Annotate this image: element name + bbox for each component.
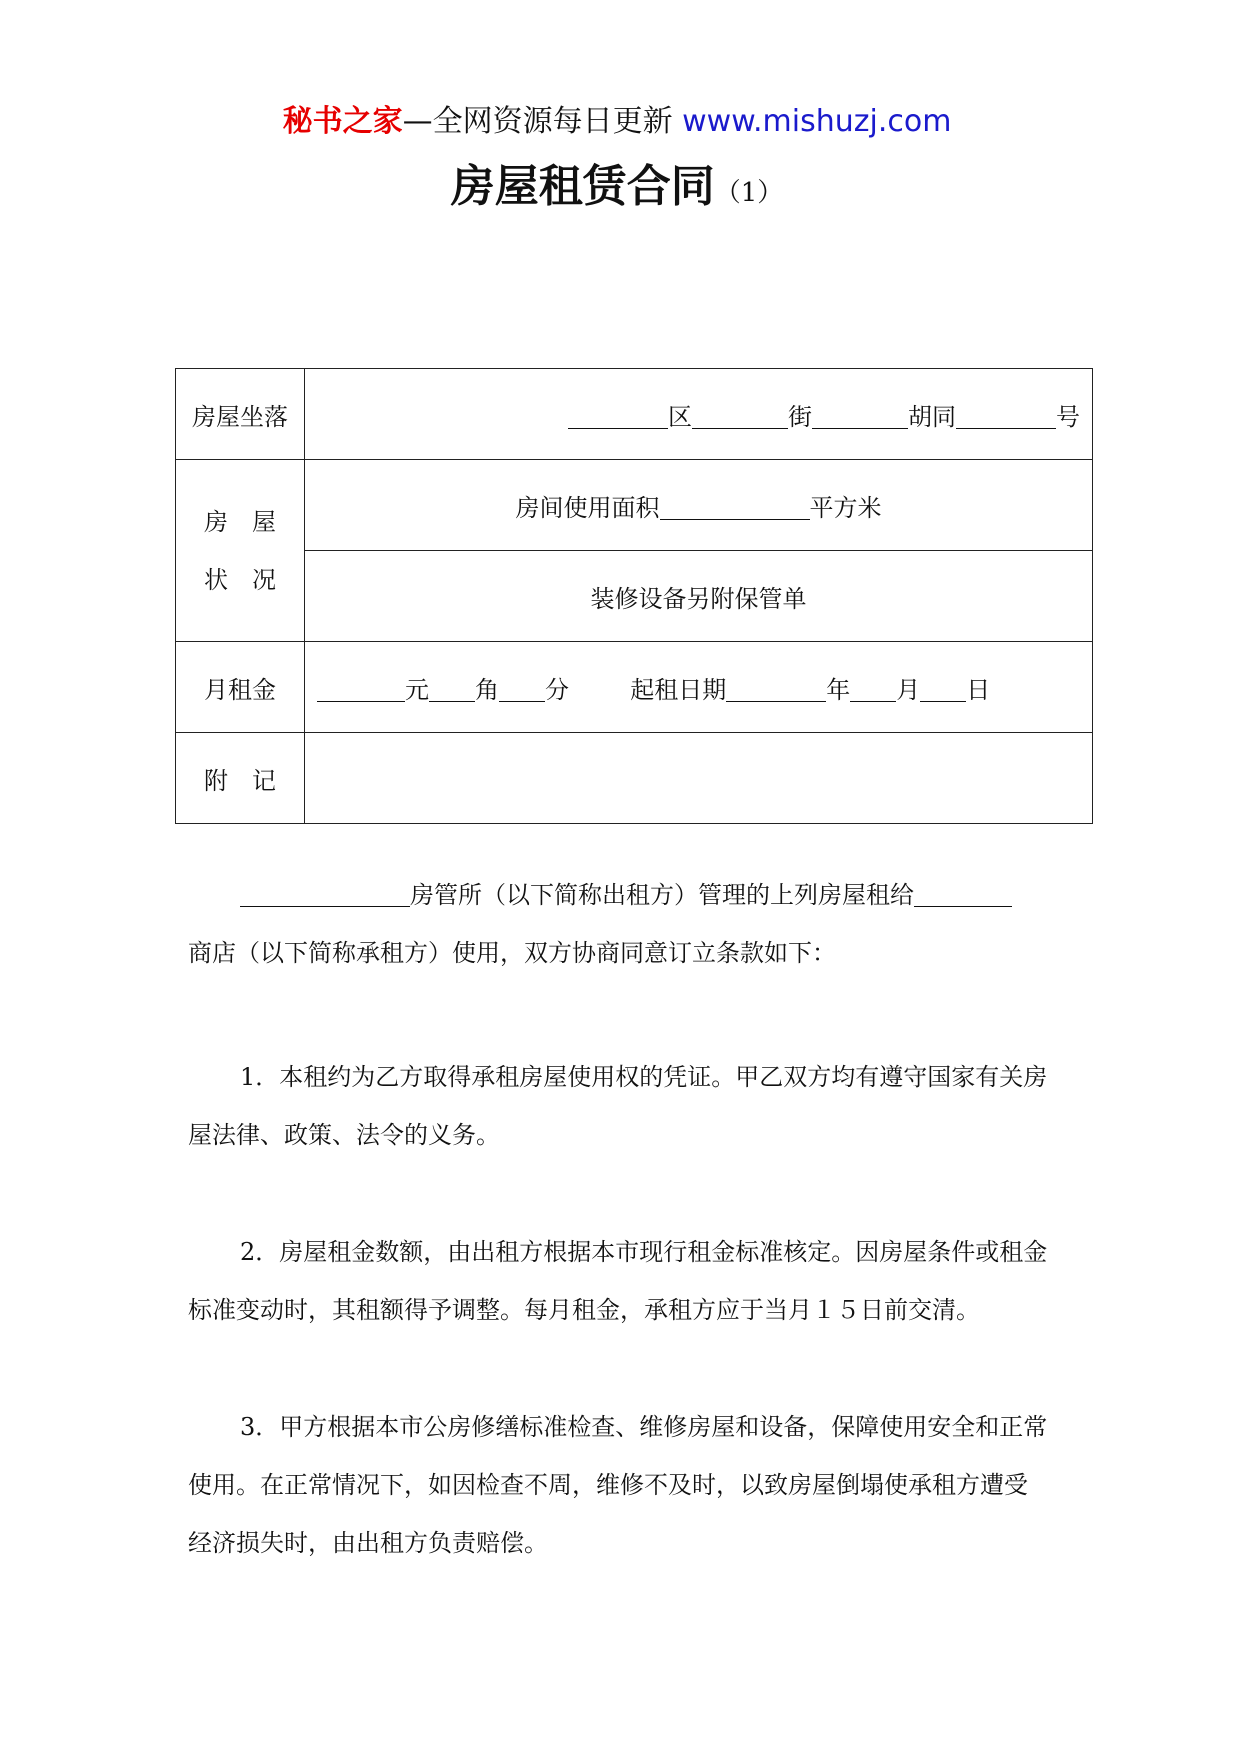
area-row (176, 460, 1093, 551)
brand-name: 秘书之家 (282, 104, 403, 139)
location-label: 房屋坐落 (176, 369, 305, 460)
yuan-blank (317, 677, 405, 702)
clause-2 (188, 1223, 1048, 1339)
site-url-link[interactable]: www.mishuzj.com (682, 104, 952, 139)
note-label: 附 记 (176, 733, 305, 824)
yuan-label: 元 (405, 675, 429, 704)
day-label: 日 (966, 675, 991, 704)
street-blank (692, 404, 788, 429)
area-blank (660, 495, 810, 520)
condition-label-line1: 房 屋 (204, 507, 276, 536)
property-info-table (175, 368, 1093, 824)
clause-3 (188, 1398, 1048, 1572)
hutong-label: 胡同 (908, 402, 956, 431)
area-unit: 平方米 (809, 493, 882, 522)
condition-label-line2: 状 况 (204, 565, 276, 594)
document-title (0, 150, 1234, 214)
decoration-row (176, 551, 1093, 642)
decoration-value: 装修设备另附保管单 (305, 551, 1093, 642)
fen-label: 分 (545, 675, 569, 704)
area-value (305, 460, 1093, 551)
location-row (176, 369, 1093, 460)
area-prefix: 房间使用面积 (515, 493, 660, 522)
day-blank (920, 677, 966, 702)
district-label: 区 (668, 402, 692, 431)
street-label: 街 (788, 402, 812, 431)
district-blank (568, 404, 668, 429)
title-main: 房屋租赁合同 (450, 161, 715, 212)
hutong-blank (812, 404, 908, 429)
clause-2-text: 2．房屋租金数额，由出租方根据本市现行租金标准核定。因房屋条件或租金标准变动时，其租额得予调整。每月租金，承租方应于当月１５日前交清。 (188, 1238, 1048, 1324)
rent-value (305, 642, 1093, 733)
fen-blank (499, 677, 545, 702)
intro-text-1: 房管所（以下简称出租方）管理的上列房屋租给 (410, 881, 914, 909)
jiao-label: 角 (475, 675, 499, 704)
clause-1-text: 1．本租约为乙方取得承租房屋使用权的凭证。甲乙双方均有遵守国家有关房屋法律、政策、法令的义务。 (188, 1063, 1048, 1149)
intro-line-2: 商店（以下简称承租方）使用，双方协商同意订立条款如下： (188, 939, 836, 967)
intro-line-1 (240, 875, 1012, 910)
start-date-label: 起租日期 (630, 675, 727, 704)
month-label: 月 (896, 675, 921, 704)
month-blank (850, 677, 896, 702)
note-row (176, 733, 1093, 824)
lessee-blank (914, 882, 1012, 907)
rent-row (176, 642, 1093, 733)
location-value (305, 369, 1093, 460)
number-label: 号 (1056, 402, 1080, 431)
site-header (0, 100, 1234, 144)
year-label: 年 (826, 675, 851, 704)
clause-1 (188, 1048, 1048, 1164)
lessor-blank (240, 882, 410, 907)
title-number: （1） (714, 178, 784, 208)
year-blank (726, 677, 826, 702)
clause-3-text: 3．甲方根据本市公房修缮标准检查、维修房屋和设备，保障使用安全和正常使用。在正常情况下，如因检查不周，维修不及时，以致房屋倒塌使承租方遭受经济损失时，由出租方负责赔偿。 (188, 1413, 1048, 1557)
jiao-blank (429, 677, 475, 702)
condition-label (176, 460, 305, 642)
number-blank (956, 404, 1056, 429)
slogan: —全网资源每日更新 (402, 104, 673, 139)
rent-label: 月租金 (176, 642, 305, 733)
note-value (305, 733, 1093, 824)
